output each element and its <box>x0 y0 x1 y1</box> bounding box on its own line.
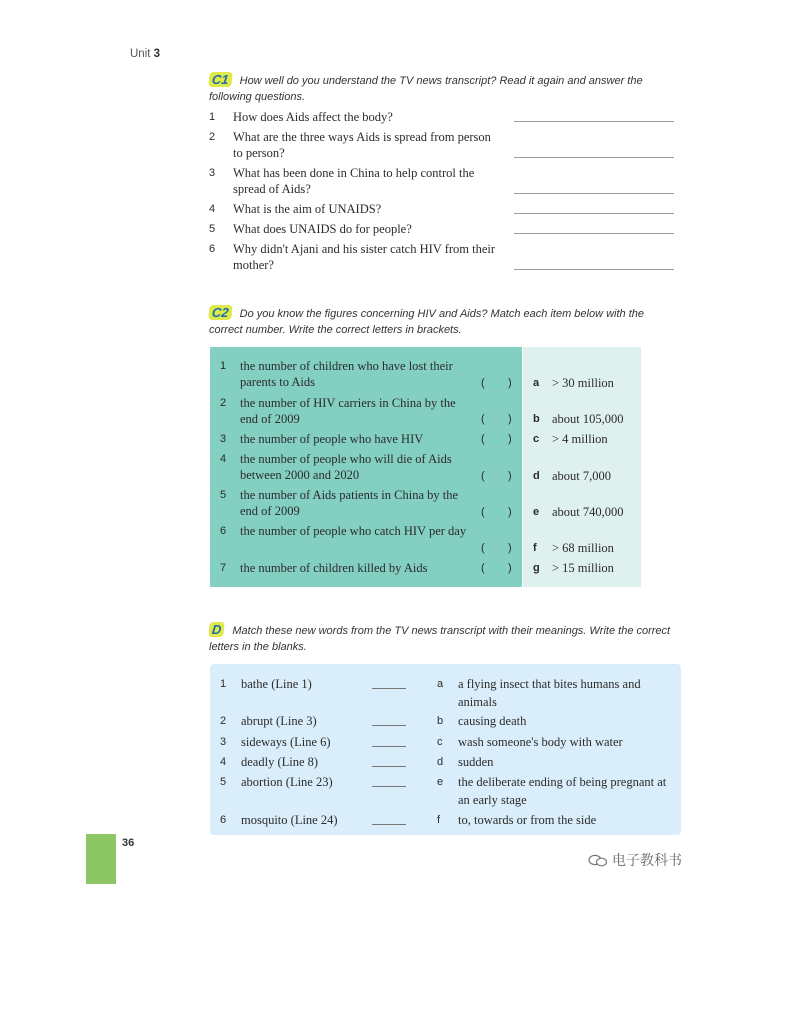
meaning: causing death <box>458 714 527 728</box>
word: sideways (Line 6) <box>241 735 331 749</box>
question-number: 3 <box>209 167 216 179</box>
answer-blank[interactable] <box>372 746 406 747</box>
word: abrupt (Line 3) <box>241 714 317 728</box>
meaning-letter: c <box>437 736 443 748</box>
value-text: > 30 million <box>552 376 614 390</box>
d-instruction: Match these new words from the TV news transcript with their meanings. Write the correct letters in the blanks. <box>209 625 671 653</box>
word-number: 1 <box>220 678 227 690</box>
word-number: 2 <box>220 715 227 727</box>
word-number: 4 <box>220 756 227 768</box>
question-number: 5 <box>209 223 216 235</box>
value-letter: a <box>533 377 540 389</box>
word: mosquito (Line 24) <box>241 813 338 827</box>
value-letter: d <box>533 470 540 482</box>
item-number: 3 <box>220 433 227 445</box>
item-text: the number of children who have lost their parents to Aids <box>240 359 453 389</box>
answer-line[interactable] <box>514 233 674 234</box>
value-letter: e <box>533 506 540 518</box>
value-text: > 15 million <box>552 561 614 575</box>
answer-line[interactable] <box>514 121 674 122</box>
value-text: > 4 million <box>552 432 608 446</box>
value-letter: f <box>533 542 537 554</box>
unit-label: Unit <box>130 48 151 60</box>
item-text: the number of people who have HIV <box>240 432 424 446</box>
watermark <box>588 850 682 870</box>
answer-line[interactable] <box>514 269 674 270</box>
item-text: the number of people who catch HIV per day <box>240 524 467 538</box>
meaning: the deliberate ending of being pregnant at an early stage <box>458 775 667 807</box>
c2-instruction: Do you know the figures concerning HIV and Aids? Match each item below with the correct number. Write the correct letters in brackets. <box>209 308 644 336</box>
question-text: What is the aim of UNAIDS? <box>233 202 382 216</box>
question-text: How does Aids affect the body? <box>233 110 393 124</box>
answer-line[interactable] <box>514 213 674 214</box>
value-letter: g <box>533 562 540 574</box>
question-number: 6 <box>209 243 216 255</box>
c2-instruction-block <box>209 305 679 338</box>
word-number: 3 <box>220 736 227 748</box>
meaning-letter: b <box>437 715 444 727</box>
item-text: the number of HIV carriers in China by the end of 2009 <box>240 396 456 426</box>
item-text: the number of people who will die of Aids between 2000 and 2020 <box>240 452 452 482</box>
value-text: about 740,000 <box>552 505 624 519</box>
meaning: to, towards or from the side <box>458 813 597 827</box>
answer-blank[interactable] <box>372 824 406 825</box>
item-number: 6 <box>220 525 227 537</box>
answer-blank[interactable] <box>372 725 406 726</box>
c2-badge: C2 <box>208 305 232 320</box>
meaning: a flying insect that bites humans and animals <box>458 677 641 709</box>
d-instruction-block <box>209 622 679 655</box>
page-corner-bar <box>86 834 116 884</box>
value-text: about 7,000 <box>552 469 612 483</box>
c1-instruction-block <box>209 72 679 105</box>
unit-number: 3 <box>153 48 161 60</box>
question-number: 1 <box>209 111 216 123</box>
value-letter: c <box>533 433 540 445</box>
answer-line[interactable] <box>514 193 674 194</box>
watermark-text: 电子教科书 <box>612 853 682 869</box>
value-letter: b <box>533 413 540 425</box>
item-text: the number of Aids patients in China by the end of 2009 <box>240 488 459 518</box>
unit-header <box>130 48 160 60</box>
c1-instruction: How well do you understand the TV news transcript? Read it again and answer the following questions. <box>209 75 643 103</box>
meaning-letter: e <box>437 776 444 788</box>
item-text: the number of children killed by Aids <box>240 561 428 575</box>
item-number: 1 <box>220 360 227 372</box>
question-text: Why didn't Ajani and his sister catch HIV from their mother? <box>233 242 496 272</box>
meaning-letter: a <box>437 678 444 690</box>
word: abortion (Line 23) <box>241 775 333 789</box>
word-number: 5 <box>220 776 227 788</box>
c1-badge: C1 <box>208 72 232 87</box>
answer-blank[interactable] <box>372 688 406 689</box>
answer-line[interactable] <box>514 157 674 158</box>
word-number: 6 <box>220 814 227 826</box>
item-number: 2 <box>220 397 227 409</box>
item-number: 5 <box>220 489 227 501</box>
value-text: > 68 million <box>552 541 614 555</box>
answer-blank[interactable] <box>372 786 406 787</box>
question-text: What does UNAIDS do for people? <box>233 222 412 236</box>
item-number: 4 <box>220 453 227 465</box>
question-number: 2 <box>209 131 216 143</box>
d-badge: D <box>208 622 225 637</box>
page-number: 36 <box>122 837 135 849</box>
question-number: 4 <box>209 203 216 215</box>
wechat-icon <box>588 854 608 867</box>
item-number: 7 <box>220 562 227 574</box>
value-text: about 105,000 <box>552 412 624 426</box>
meaning: sudden <box>458 755 494 769</box>
question-text: What has been done in China to help control the spread of Aids? <box>233 166 475 196</box>
question-text: What are the three ways Aids is spread from person to person? <box>233 130 491 160</box>
meaning: wash someone's body with water <box>458 735 623 749</box>
word: deadly (Line 8) <box>241 755 319 769</box>
meaning-letter: d <box>437 756 444 768</box>
word: bathe (Line 1) <box>241 677 312 691</box>
answer-blank[interactable] <box>372 766 406 767</box>
meaning-letter: f <box>437 814 441 826</box>
